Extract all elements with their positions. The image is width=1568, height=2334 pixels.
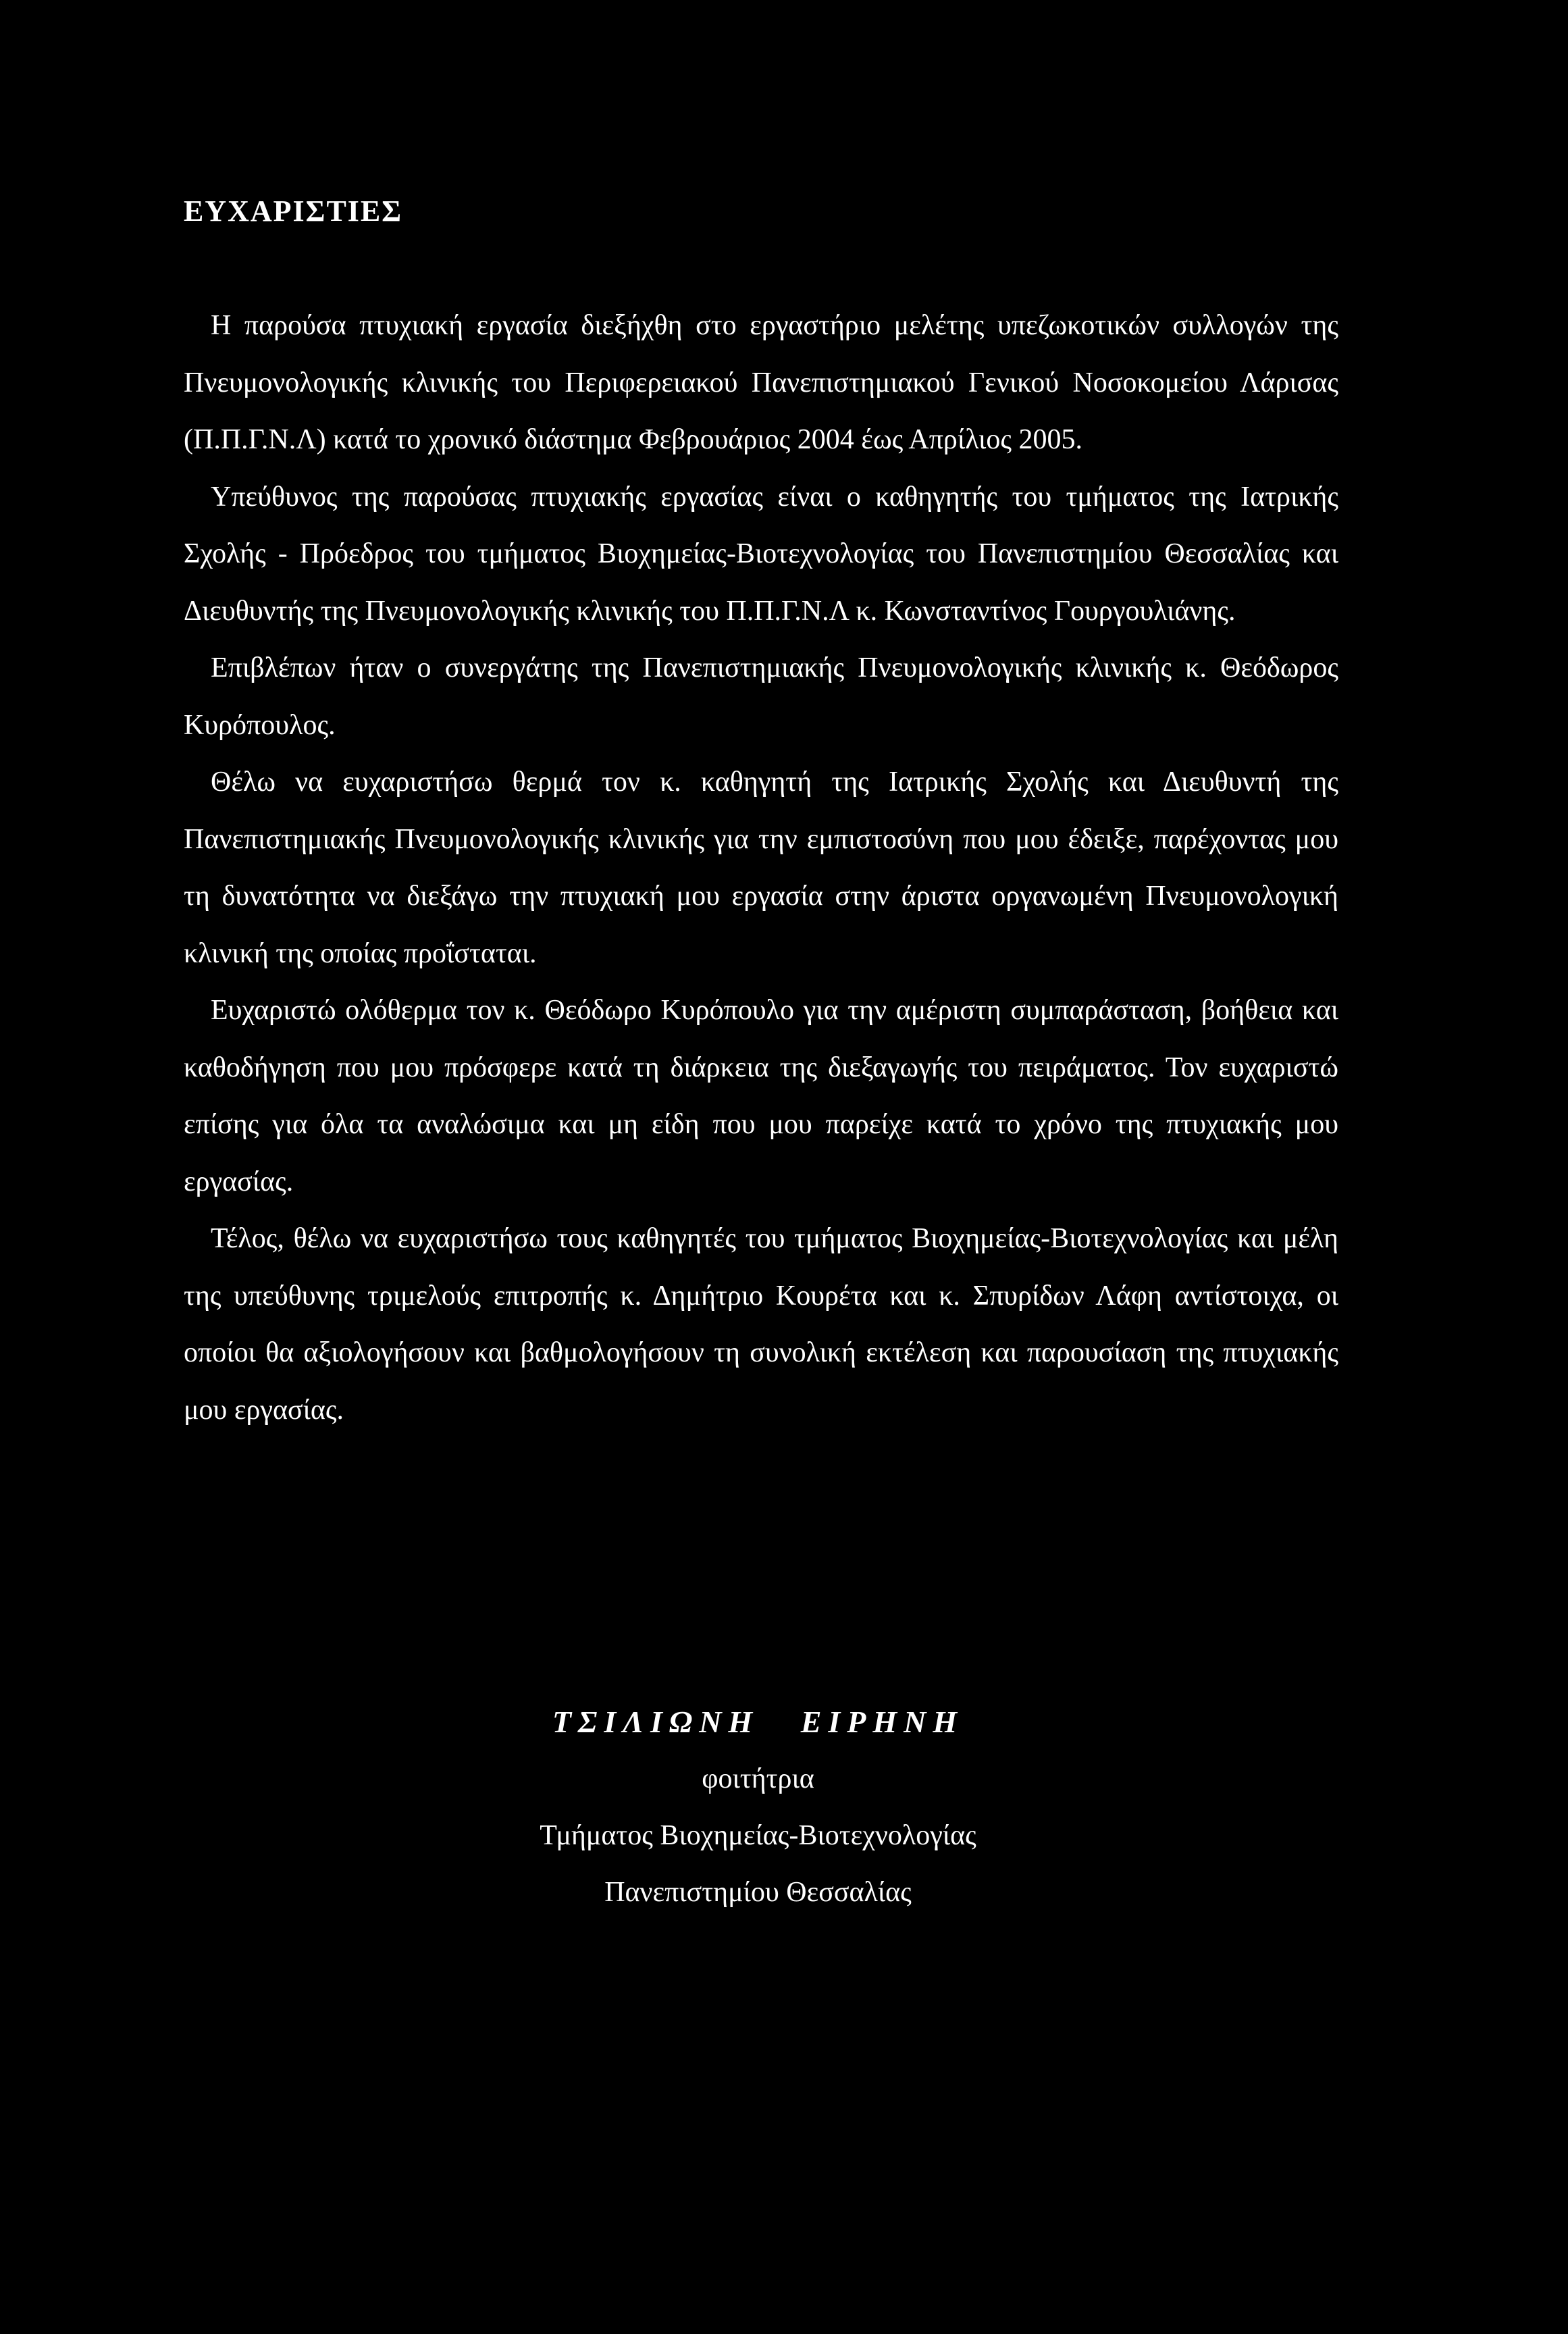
paragraph-supervisor: Υπεύθυνος της παρούσας πτυχιακής εργασίας είναι ο καθηγητής του τμήματος της Ιατρικής Σχολής - Πρόεδρος του τμήματος Βιοχημείας-Βιοτεχνολογίας του Πανεπιστημίου Θεσσαλίας και Διευθυντής της Πνευμονολογικής κλινικής του Π.Π.Γ.Ν.Λ κ. Κωνσταντίνος Γουργουλιάνης. (184, 481, 1338, 627)
paragraph-intro: Η παρούσα πτυχιακή εργασία διεξήχθη στο εργαστήριο μελέτης υπεζωκοτικών συλλογών της Πνευμονολογικής κλινικής του Περιφερειακού Πανεπιστημιακού Γενικού Νοσοκομείου Λάρισας (Π.Π.Γ.Ν.Λ) κατά το χρονικό διάστημα Φεβρουάριος 2004 έως Απρίλιος 2005. (184, 310, 1338, 455)
paragraph-thanks-advisor: Ευχαριστώ ολόθερμα τον κ. Θεόδωρο Κυρόπουλο για την αμέριστη συμπαράσταση, βοήθεια και καθοδήγηση που μου πρόσφερε κατά τη διάρκεια της διεξαγωγής του πειράματος. Τον ευχαριστώ επίσης για όλα τα αναλώσιμα και μη είδη που μου παρείχε κατά το χρόνο της πτυχιακής μου εργασίας. (184, 995, 1338, 1197)
paragraph-advisor: Επιβλέπων ήταν ο συνεργάτης της Πανεπιστημιακής Πνευμονολογικής κλινικής κ. Θεόδωρος Κυρόπουλος. (184, 652, 1338, 741)
acknowledgements-body (184, 297, 1338, 1438)
author-university: Πανεπιστημίου Θεσσαλίας (604, 1877, 912, 1908)
paragraph-thanks-professor: Θέλω να ευχαριστήσω θερμά τον κ. καθηγητή της Ιατρικής Σχολής και Διευθυντή της Πανεπιστημιακής Πνευμονολογικής κλινικής για την εμπιστοσύνη που μου έδειξε, παρέχοντας μου τη δυνατότητα να διεξάγω την πτυχιακή μου εργασία στην άριστα οργανωμένη Πνευμονολογική κλινική της οποίας προΐσταται. (184, 767, 1338, 969)
page-title: ΕΥΧΑΡΙΣΤΙΕΣ (184, 194, 403, 228)
author-name: ΤΣΙΛΙΩΝΗ ΕΙΡΗΝΗ (552, 1705, 964, 1739)
author-role: φοιτήτρια (702, 1763, 814, 1794)
paragraph-thanks-committee: Τέλος, θέλω να ευχαριστήσω τους καθηγητές του τμήματος Βιοχημείας-Βιοτεχνολογίας και μέλη της υπεύθυνης τριμελούς επιτροπής κ. Δημήτριο Κουρέτα και κ. Σπυρίδων Λάφη αντίστοιχα, οι οποίοι θα αξιολογήσουν και βαθμολογήσουν τη συνολική εκτέλεση και παρουσίαση της πτυχιακής μου εργασίας. (184, 1223, 1338, 1426)
signature-block (0, 1694, 1516, 1921)
author-department: Τμήματος Βιοχημείας-Βιοτεχνολογίας (540, 1820, 976, 1851)
